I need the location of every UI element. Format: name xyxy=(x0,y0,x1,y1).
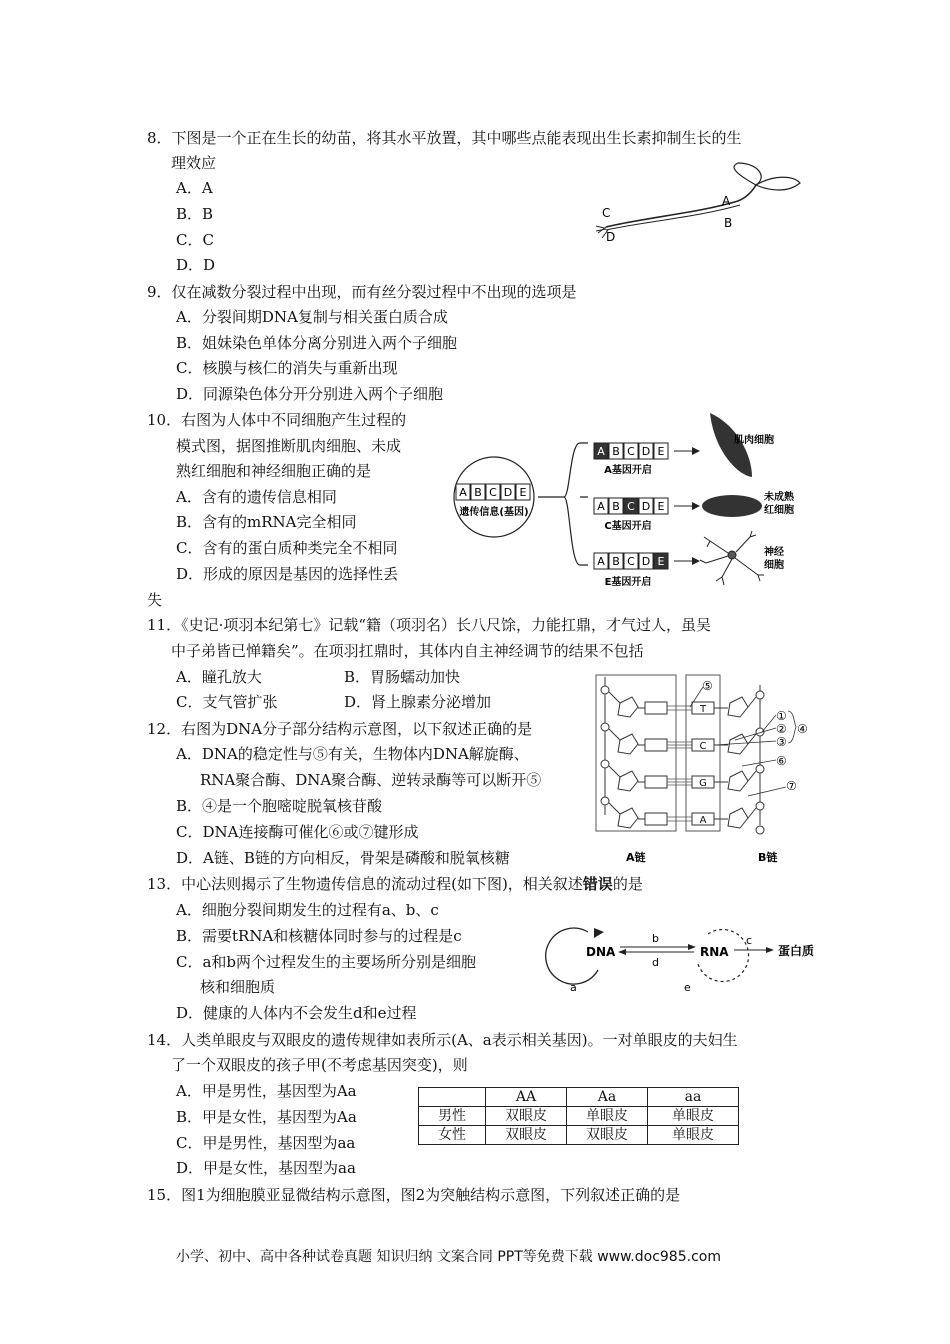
q13-option-a: A．细胞分裂间期发生的过程有a、b、c xyxy=(176,901,439,919)
base-a: A xyxy=(699,815,707,826)
q12-option-d: D．A链、B链的方向相反，骨架是磷酸和脱氧核糖 xyxy=(176,849,510,867)
table-header-cell: aa xyxy=(648,1088,739,1107)
src-gene-d: D xyxy=(503,486,513,499)
table-cell: 双眼皮 xyxy=(486,1126,567,1145)
q11-stem-cont: 中子弟皆已惮籍矣”。在项羽扛鼎时，其体内自主神经调节的结果不包括 xyxy=(171,642,644,660)
src-gene-e: E xyxy=(519,486,527,499)
q10-stem-cont2: 熟红细胞和神经细胞正确的是 xyxy=(176,462,372,480)
q8-option-b: B．B xyxy=(176,205,214,223)
rna-label: RNA xyxy=(700,945,729,959)
r1-gene-a: A xyxy=(597,445,605,458)
q14-option-d: D．甲是女性，基因型为aa xyxy=(176,1159,356,1177)
seedling-figure xyxy=(588,165,808,245)
q13-stem-post: 的是 xyxy=(612,875,643,893)
label-a: a xyxy=(570,981,577,994)
table-row xyxy=(419,1107,739,1126)
cell2-label-l1: 未成熟 xyxy=(764,492,794,503)
src-label: 遗传信息(基因) xyxy=(459,507,529,518)
label-1: ① xyxy=(776,709,787,723)
label-e: e xyxy=(684,981,691,994)
r1-gene-d: D xyxy=(641,445,651,458)
q10-option-d-tail: 失 xyxy=(147,591,163,609)
q13-option-b: B．需要tRNA和核糖体同时参与的过程是c xyxy=(176,927,462,945)
r3-gene-a: A xyxy=(597,555,605,568)
q9-option-b: B．姐妹染色单体分离分别进入两个子细胞 xyxy=(176,334,458,352)
label-d: d xyxy=(652,956,659,969)
r2-gene-d: D xyxy=(641,500,651,513)
table-cell: 单眼皮 xyxy=(648,1126,739,1145)
q14-stem: 14．人类单眼皮与双眼皮的遗传规律如表所示(A、a表示相关基因)。一对单眼皮的夫妇生 xyxy=(147,1031,738,1049)
base-g: G xyxy=(699,778,707,789)
q8-option-c: C．C xyxy=(176,231,214,249)
q13-stem-pre: 13．中心法则揭示了生物遗传信息的流动过程(如下图)，相关叙述 xyxy=(147,875,583,893)
table-cell: 男性 xyxy=(419,1107,486,1126)
r2-gene-b: B xyxy=(612,500,620,513)
q10-option-b: B．含有的mRNA完全相同 xyxy=(176,513,357,531)
q10-stem-cont1: 模式图，据图推断肌肉细胞、未成 xyxy=(176,437,402,455)
table-header-cell: Aa xyxy=(567,1088,648,1107)
cell1-label: 肌肉细胞 xyxy=(734,435,774,446)
r2-gene-e: E xyxy=(657,500,665,513)
label-2: ② xyxy=(776,722,787,736)
q12-option-a-cont: RNA聚合酶、DNA聚合酶、逆转录酶等可以断开⑤ xyxy=(200,771,542,789)
r2-gene-c: C xyxy=(627,500,635,513)
q15-stem: 15．图1为细胞膜亚显微结构示意图，图2为突触结构示意图，下列叙述正确的是 xyxy=(147,1186,681,1204)
r1-gene-e: E xyxy=(657,445,665,458)
q11-option-d: D．肾上腺素分泌增加 xyxy=(344,693,492,711)
table-cell: 单眼皮 xyxy=(648,1107,739,1126)
chain-a-label: A链 xyxy=(626,851,646,864)
q11-option-c: C．支气管扩张 xyxy=(176,693,278,711)
q9-option-a: A．分裂间期DNA复制与相关蛋白质合成 xyxy=(176,308,448,326)
label-c: c xyxy=(746,934,753,947)
q12-stem: 12．右图为DNA分子部分结构示意图，以下叙述正确的是 xyxy=(147,720,533,738)
label-5: ⑤ xyxy=(702,679,713,693)
src-gene-c: C xyxy=(489,486,497,499)
r2-gene-a: A xyxy=(597,500,605,513)
q11-stem: 11．《史记·项羽本纪第七》记载“籍（项羽名）长八尺馀，力能扛鼎，才气过人，虽吴 xyxy=(147,616,712,634)
cell3-label-l1: 神经 xyxy=(764,547,784,558)
table-header-row xyxy=(419,1088,739,1107)
label-3: ③ xyxy=(776,735,787,749)
chain-b-label: B链 xyxy=(758,851,778,864)
src-gene-b: B xyxy=(474,486,482,499)
q9-option-d: D．同源染色体分开分别进入两个子细胞 xyxy=(176,385,444,403)
q13-option-c-cont: 核和细胞质 xyxy=(200,978,276,996)
seedling-label-b: B xyxy=(724,216,733,230)
q13-option-d: D．健康的人体内不会发生d和e过程 xyxy=(176,1004,417,1022)
q12-option-c: C．DNA连接酶可催化⑥或⑦键形成 xyxy=(176,823,419,841)
table-header-cell xyxy=(419,1088,486,1107)
label-4: ④ xyxy=(797,722,808,736)
r3-gene-d: D xyxy=(641,555,651,568)
q8-stem: 8．下图是一个正在生长的幼苗，将其水平放置，其中哪些点能表现出生长素抑制生长的生 xyxy=(147,129,742,147)
genotype-table xyxy=(418,1087,739,1145)
q11-option-a: A．瞳孔放大 xyxy=(176,668,262,686)
q10-option-a: A．含有的遗传信息相同 xyxy=(176,488,337,506)
q11-option-b: B．胃肠蠕动加快 xyxy=(344,668,461,686)
q13-stem-emphasis: 错误 xyxy=(582,875,613,893)
q10-option-d: D．形成的原因是基因的选择性丢 xyxy=(176,565,399,583)
table-cell: 双眼皮 xyxy=(567,1126,648,1145)
src-gene-a: A xyxy=(459,486,467,499)
q8-stem-cont: 理效应 xyxy=(171,154,217,172)
r3-label: E基因开启 xyxy=(604,577,652,588)
label-b: b xyxy=(652,932,659,945)
cell-differentiation-figure xyxy=(452,405,794,595)
q14-option-a: A．甲是男性，基因型为Aa xyxy=(176,1082,357,1100)
cell2-label-l2: 红细胞 xyxy=(764,505,794,516)
table-row xyxy=(419,1126,739,1145)
q12-option-a: A．DNA的稳定性与⑤有关，生物体内DNA解旋酶、 xyxy=(176,745,529,763)
dna-label: DNA xyxy=(586,945,616,959)
page-footer: 小学、初中、高中各种试卷真题 知识归纳 文案合同 PPT等免费下载 www.doc985.com xyxy=(176,1249,721,1265)
table-cell: 女性 xyxy=(419,1126,486,1145)
q12-option-b: B．④是一个胞嘧啶脱氧核苷酸 xyxy=(176,797,383,815)
r3-gene-e: E xyxy=(657,555,665,568)
seedling-label-c: C xyxy=(602,206,611,220)
q13-stem xyxy=(147,874,643,894)
q9-stem: 9．仅在减数分裂过程中出现，而有丝分裂过程中不出现的选项是 xyxy=(147,283,577,301)
table-cell: 单眼皮 xyxy=(567,1107,648,1126)
r3-gene-b: B xyxy=(612,555,620,568)
label-6: ⑥ xyxy=(776,754,787,768)
q13-option-c: C．a和b两个过程发生的主要场所分别是细胞 xyxy=(176,953,477,971)
q8-option-d: D．D xyxy=(176,256,216,274)
base-t: T xyxy=(699,704,707,715)
q14-stem-cont: 了一个双眼皮的孩子甲(不考虑基因突变)，则 xyxy=(171,1056,468,1074)
r1-gene-c: C xyxy=(627,445,635,458)
seedling-label-d: D xyxy=(606,230,616,244)
q10-option-c: C．含有的蛋白质种类完全不相同 xyxy=(176,539,398,557)
q10-stem: 10．右图为人体中不同细胞产生过程的 xyxy=(147,411,407,429)
protein-label: 蛋白质 xyxy=(778,944,815,958)
q9-option-c: C．核膜与核仁的消失与重新出现 xyxy=(176,359,398,377)
seedling-label-a: A xyxy=(722,194,731,208)
central-dogma-figure xyxy=(548,918,823,998)
q14-option-c: C．甲是男性，基因型为aa xyxy=(176,1134,356,1152)
r2-label: C基因开启 xyxy=(604,521,652,532)
table-cell: 双眼皮 xyxy=(486,1107,567,1126)
q14-option-b: B．甲是女性，基因型为Aa xyxy=(176,1108,357,1126)
dna-structure-figure xyxy=(590,665,835,870)
q8-option-a: A．A xyxy=(176,179,213,197)
r1-gene-b: B xyxy=(612,445,620,458)
base-c: C xyxy=(699,741,707,752)
r3-gene-c: C xyxy=(627,555,635,568)
cell3-label-l2: 细胞 xyxy=(764,560,784,571)
label-7: ⑦ xyxy=(786,779,797,793)
r1-label: A基因开启 xyxy=(604,465,652,476)
table-header-cell: AA xyxy=(486,1088,567,1107)
